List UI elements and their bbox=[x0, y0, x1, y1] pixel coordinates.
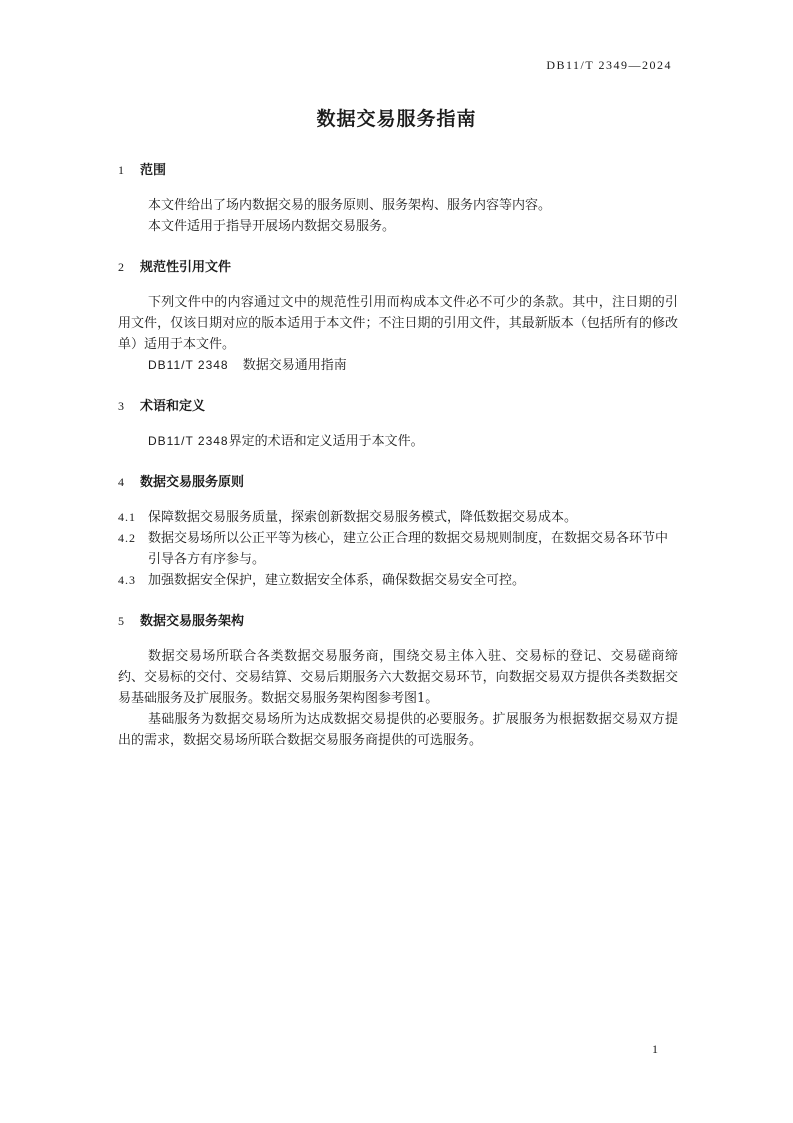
section-title: 数据交易服务原则 bbox=[140, 475, 245, 490]
section-heading bbox=[118, 611, 678, 632]
clause-text: 数据交易场所以公正平等为核心，建立公正合理的数据交易规则制度，在数据交易各环节中引导各方有序参与。 bbox=[148, 531, 669, 567]
clause-text: 加强数据安全保护，建立数据安全体系，确保数据交易安全可控。 bbox=[148, 573, 526, 588]
clause-item bbox=[118, 528, 678, 570]
section-service-principles bbox=[118, 472, 678, 591]
paragraph: 本文件给出了场内数据交易的服务原则、服务架构、服务内容等内容。 bbox=[148, 198, 552, 213]
clause-number: 4.1 bbox=[118, 510, 136, 524]
section-terms-definitions bbox=[118, 396, 678, 452]
paragraph: 本文件适用于指导开展场内数据交易服务。 bbox=[148, 219, 396, 234]
section-title: 术语和定义 bbox=[140, 399, 206, 414]
section-number: 3 bbox=[118, 399, 124, 413]
section-title: 数据交易服务架构 bbox=[140, 614, 245, 629]
reference-code: DB11/T 2348 bbox=[148, 434, 229, 448]
document-code: DB11/T 2349—2024 bbox=[546, 58, 672, 72]
section-number: 5 bbox=[118, 614, 124, 628]
section-number: 1 bbox=[118, 163, 124, 177]
section-number: 4 bbox=[118, 475, 124, 489]
clause-number: 4.3 bbox=[118, 573, 136, 587]
paragraph-text: 界定的术语和定义适用于本文件。 bbox=[228, 434, 424, 449]
page-number: 1 bbox=[652, 1042, 658, 1056]
clause-number: 4.2 bbox=[118, 531, 136, 545]
paragraph: 数据交易场所联合各类数据交易服务商，围绕交易主体入驻、交易标的登记、交易磋商缔约、交易标的交付、交易结算、交易后期服务六大数据交易环节，向数据交易双方提供各类数据交易基础服务及扩展服务。数据交易服务架构图参考图1。 bbox=[118, 649, 678, 706]
document-title: 数据交易服务指南 bbox=[316, 108, 477, 130]
section-title: 规范性引用文件 bbox=[140, 260, 232, 275]
paragraph bbox=[118, 431, 678, 452]
clause-item bbox=[118, 507, 678, 528]
section-service-architecture bbox=[118, 611, 678, 751]
reference-entry bbox=[118, 355, 678, 376]
clause-item bbox=[118, 570, 678, 591]
document-body bbox=[118, 160, 678, 771]
section-heading bbox=[118, 396, 678, 417]
reference-title: 数据交易通用指南 bbox=[242, 358, 347, 373]
section-title: 范围 bbox=[140, 163, 167, 178]
section-heading bbox=[118, 160, 678, 181]
paragraph: 下列文件中的内容通过文中的规范性引用而构成本文件必不可少的条款。其中，注日期的引用文件，仅该日期对应的版本适用于本文件；不注日期的引用文件，其最新版本（包括所有的修改单）适用于本文件。 bbox=[118, 295, 678, 352]
section-heading bbox=[118, 472, 678, 493]
section-normative-references bbox=[118, 257, 678, 376]
clause-text: 保障数据交易服务质量，探索创新数据交易服务模式，降低数据交易成本。 bbox=[148, 510, 578, 525]
section-number: 2 bbox=[118, 260, 124, 274]
section-scope bbox=[118, 160, 678, 237]
paragraph: 基础服务为数据交易场所为达成数据交易提供的必要服务。扩展服务为根据数据交易双方提出的需求，数据交易场所联合数据交易服务商提供的可选服务。 bbox=[118, 712, 678, 748]
reference-code: DB11/T 2348 bbox=[148, 358, 229, 372]
section-heading bbox=[118, 257, 678, 278]
